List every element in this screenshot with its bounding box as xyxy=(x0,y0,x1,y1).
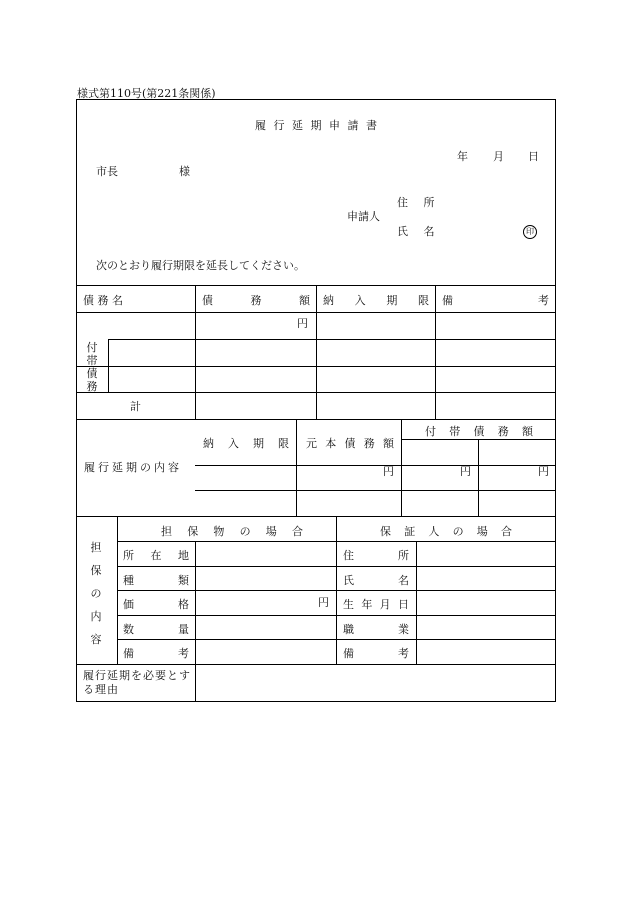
guarantor-row-birthdate: 生 年 月 日 xyxy=(343,598,409,611)
applicant-name-label: 氏 名 xyxy=(397,225,441,238)
extension-attached-header: 付 帯 債 務 額 xyxy=(425,425,533,438)
collateral-label: 担保の内容 xyxy=(90,541,102,646)
property-row-quantity: 数 量 xyxy=(123,623,189,636)
attached-debt-label: 付帯債務 xyxy=(86,341,98,393)
guarantor-row-name: 氏 名 xyxy=(343,574,409,587)
form-number: 様式第110号(第221条関係) xyxy=(77,87,216,100)
header-remarks: 備 考 xyxy=(442,294,549,307)
request-text: 次のとおり履行期限を延長してください。 xyxy=(96,259,305,272)
header-debt-name: 債 務 名 xyxy=(83,294,123,307)
property-row-type: 種 類 xyxy=(123,574,189,587)
debt-amount-yen: 円 xyxy=(297,317,308,330)
extension-principal-header: 元 本 債 務 額 xyxy=(306,437,394,450)
mayor-label: 市長 xyxy=(96,165,118,178)
guarantor-row-occupation: 職 業 xyxy=(343,623,409,636)
date-month-label: 月 xyxy=(493,150,504,163)
attached-yen-1: 円 xyxy=(460,465,471,478)
applicant-address-label: 住 所 xyxy=(397,196,441,209)
extension-due-header: 納 入 期 限 xyxy=(203,437,289,450)
date-day-label: 日 xyxy=(528,150,539,163)
form-title: 履 行 延 期 申 請 書 xyxy=(255,119,379,132)
seal-icon: 印 xyxy=(523,225,537,239)
date-year-label: 年 xyxy=(457,150,468,163)
application-form xyxy=(76,99,556,702)
property-row-price: 価 格 xyxy=(123,598,189,611)
header-debt-amount: 債 務 額 xyxy=(202,294,310,307)
price-yen: 円 xyxy=(318,596,329,609)
reason-label: 履行延期を必要とする理由 xyxy=(83,669,191,696)
guarantor-header: 保 証 人 の 場 合 xyxy=(380,525,512,538)
attached-yen-2: 円 xyxy=(538,465,549,478)
guarantor-row-address: 住 所 xyxy=(343,549,409,562)
guarantor-row-remarks: 備 考 xyxy=(343,647,409,660)
property-row-location: 所 在 地 xyxy=(123,549,189,562)
applicant-label: 申請人 xyxy=(347,210,380,223)
principal-yen: 円 xyxy=(383,465,394,478)
total-label: 計 xyxy=(130,400,141,413)
honorific-label: 様 xyxy=(179,165,190,178)
property-row-remarks: 備 考 xyxy=(123,647,189,660)
header-due-date: 納 入 期 限 xyxy=(323,294,429,307)
property-header: 担 保 物 の 場 合 xyxy=(161,525,303,538)
extension-label: 履行延期の内容 xyxy=(84,461,182,474)
